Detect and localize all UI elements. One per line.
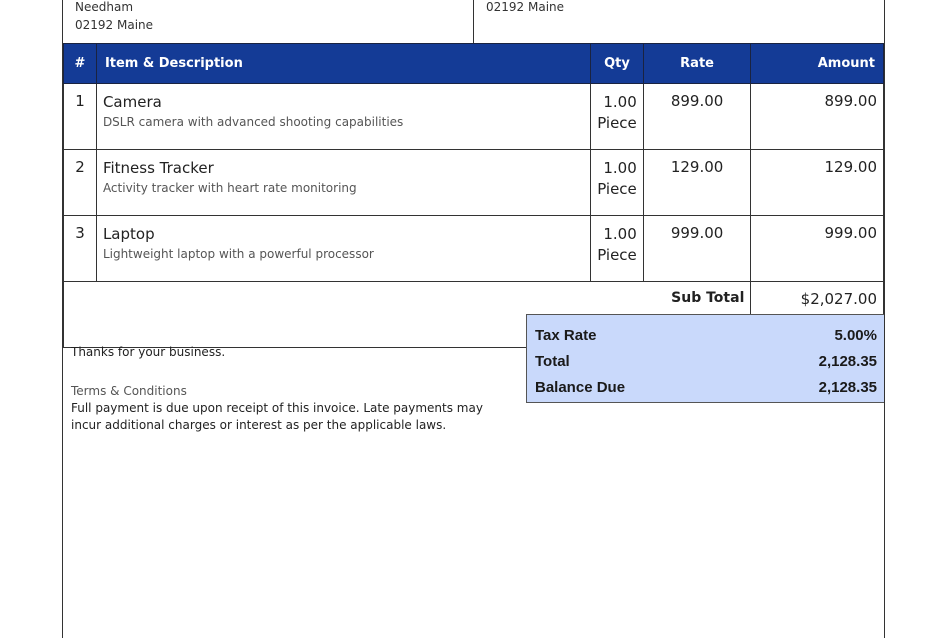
balance-due-value: 2,128.35 [818, 379, 877, 396]
header-rate: Rate [643, 44, 751, 84]
tax-rate-row [535, 325, 877, 351]
header-num: # [64, 44, 97, 84]
item-name: Camera [102, 93, 162, 111]
row-amount: 999.00 [751, 216, 884, 282]
row-qty [591, 150, 644, 216]
row-rate: 899.00 [643, 84, 751, 150]
terms-title: Terms & Conditions [71, 384, 187, 398]
item-name: Fitness Tracker [102, 159, 214, 177]
total-row [535, 351, 877, 377]
invoice-page [62, 0, 885, 638]
line-items-table [63, 43, 884, 348]
header-qty: Qty [591, 44, 644, 84]
qty-value: 1.00 [603, 93, 637, 111]
totals-summary [526, 314, 884, 403]
qty-value: 1.00 [603, 159, 637, 177]
row-num: 2 [64, 150, 97, 216]
row-rate: 129.00 [643, 150, 751, 216]
bill-to-zip-state: 02192 Maine [75, 18, 154, 32]
total-value: 2,128.35 [818, 353, 877, 370]
row-num: 3 [64, 216, 97, 282]
row-item [96, 216, 590, 282]
ship-to-zip-state: 02192 Maine [486, 0, 565, 14]
notes-section [71, 344, 511, 434]
table-row [64, 150, 884, 216]
header-amount: Amount [751, 44, 884, 84]
qty-unit: Piece [597, 114, 637, 132]
ship-to-address [474, 0, 884, 44]
subtotal-label: Sub Total [64, 282, 751, 348]
item-description: Activity tracker with heart rate monitoring [102, 181, 357, 195]
row-item [96, 84, 590, 150]
row-num: 1 [64, 84, 97, 150]
thanks-note: Thanks for your business. [71, 345, 226, 359]
terms-line-1: Full payment is due upon receipt of this invoice. Late payments may [71, 401, 483, 415]
address-block [63, 0, 884, 44]
bill-to-address [63, 0, 474, 44]
row-item [96, 150, 590, 216]
row-amount: 129.00 [751, 150, 884, 216]
qty-value: 1.00 [603, 225, 637, 243]
table-row [64, 216, 884, 282]
terms-line-2: incur additional charges or interest as per the applicable laws. [71, 418, 447, 432]
qty-unit: Piece [597, 246, 637, 264]
item-description: DSLR camera with advanced shooting capabilities [102, 115, 404, 129]
header-item-description: Item & Description [96, 44, 590, 84]
bill-to-city: Needham [75, 0, 134, 14]
subtotal-value: $2,027.00 [751, 282, 884, 348]
total-label: Total [535, 353, 570, 370]
item-description: Lightweight laptop with a powerful processor [102, 247, 374, 261]
table-row [64, 84, 884, 150]
balance-due-row [535, 377, 877, 403]
row-amount: 899.00 [751, 84, 884, 150]
row-qty [591, 84, 644, 150]
item-name: Laptop [102, 225, 155, 243]
tax-rate-value: 5.00% [834, 327, 877, 344]
balance-due-label: Balance Due [535, 379, 626, 396]
table-header-row [64, 44, 884, 84]
row-qty [591, 216, 644, 282]
qty-unit: Piece [597, 180, 637, 198]
row-rate: 999.00 [643, 216, 751, 282]
tax-rate-label: Tax Rate [535, 327, 597, 344]
